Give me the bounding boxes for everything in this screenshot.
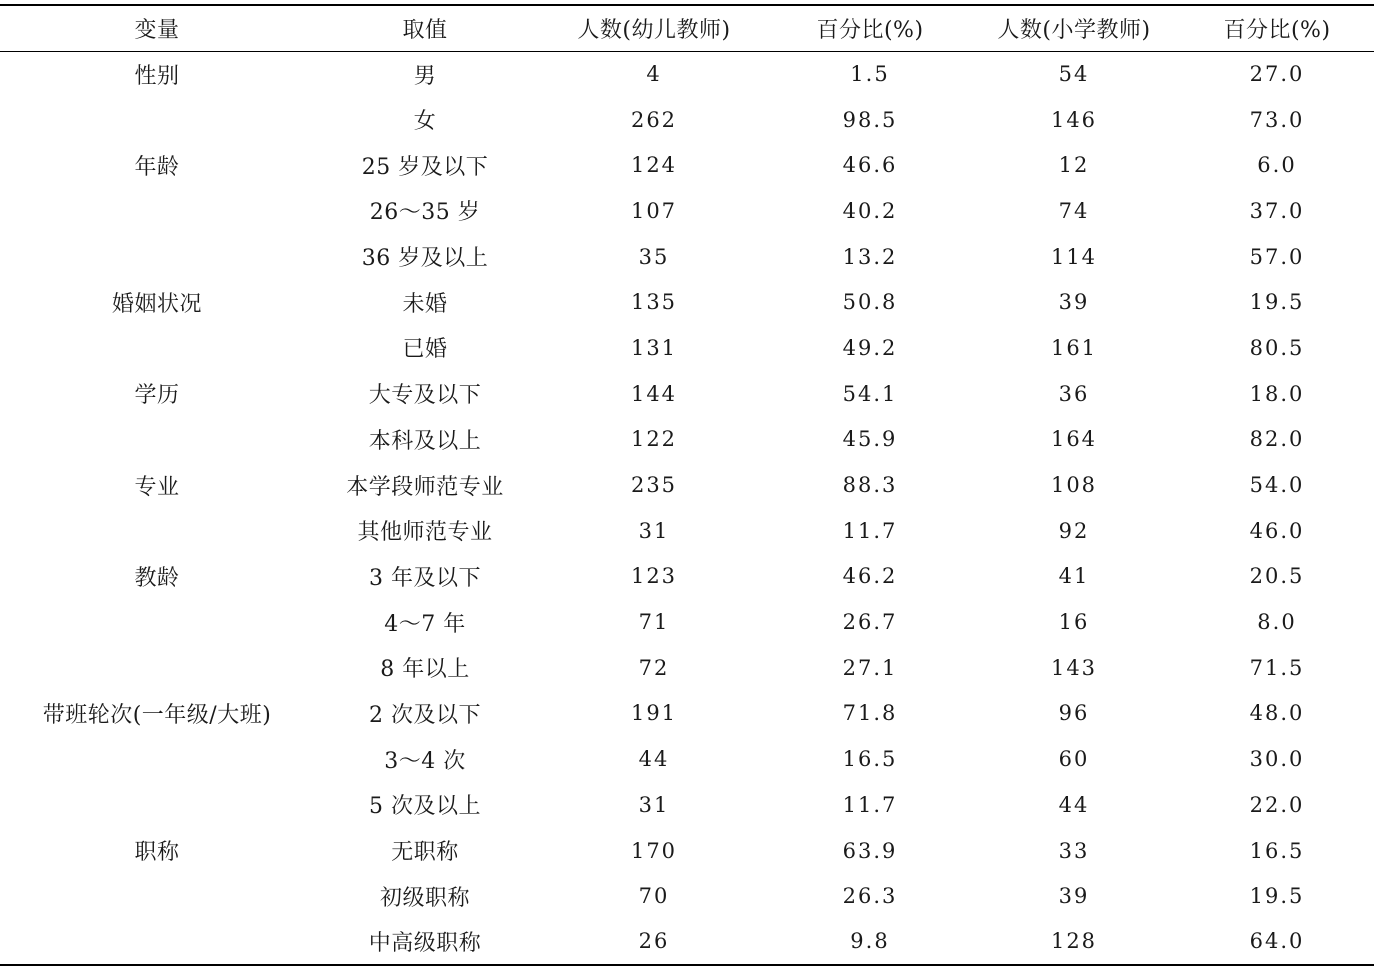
cell-percent-primary: 71.5 bbox=[1249, 655, 1305, 680]
table-header bbox=[0, 5, 1374, 51]
table-row bbox=[0, 325, 1374, 371]
cell-count-primary: 74 bbox=[1058, 198, 1090, 223]
cell-variable bbox=[0, 782, 314, 828]
cell-value: 2 次及以下 bbox=[369, 702, 481, 728]
table-row bbox=[0, 645, 1374, 691]
demographics-table bbox=[0, 4, 1374, 966]
cell-percent-kindergarten: 88.3 bbox=[842, 473, 898, 498]
cell-value: 26～35 岁 bbox=[369, 200, 481, 226]
cell-count-primary: 146 bbox=[1050, 107, 1098, 132]
cell-count-kindergarten: 191 bbox=[630, 701, 678, 726]
cell-value: 3 年及以下 bbox=[369, 565, 481, 591]
cell-percent-primary: 30.0 bbox=[1249, 747, 1305, 772]
header-count-primary: 人数(小学教师) bbox=[997, 17, 1151, 43]
cell-percent-kindergarten: 71.8 bbox=[842, 701, 898, 726]
cell-count-primary: 96 bbox=[1058, 701, 1090, 726]
header-percent-primary: 百分比(%) bbox=[1223, 17, 1331, 43]
table-row bbox=[0, 828, 1374, 874]
cell-value: 已婚 bbox=[402, 337, 448, 363]
cell-value: 中高级职称 bbox=[368, 930, 482, 956]
cell-count-primary: 39 bbox=[1058, 884, 1090, 909]
cell-percent-primary: 19.5 bbox=[1249, 884, 1305, 909]
cell-count-primary: 41 bbox=[1058, 564, 1090, 589]
cell-count-kindergarten: 107 bbox=[630, 198, 678, 223]
table-row bbox=[0, 417, 1374, 463]
cell-percent-kindergarten: 50.8 bbox=[842, 290, 898, 315]
header-percent-kindergarten: 百分比(%) bbox=[816, 17, 924, 43]
cell-count-primary: 92 bbox=[1058, 518, 1090, 543]
cell-count-kindergarten: 4 bbox=[646, 62, 662, 87]
cell-percent-primary: 57.0 bbox=[1249, 244, 1305, 269]
table-body bbox=[0, 51, 1374, 965]
cell-value: 8 年以上 bbox=[380, 657, 470, 683]
table-row bbox=[0, 371, 1374, 417]
cell-count-primary: 108 bbox=[1050, 473, 1098, 498]
table-row bbox=[0, 873, 1374, 919]
cell-percent-primary: 20.5 bbox=[1249, 564, 1305, 589]
cell-value: 未婚 bbox=[402, 291, 448, 317]
cell-percent-kindergarten: 11.7 bbox=[842, 792, 898, 817]
table-row bbox=[0, 462, 1374, 508]
cell-variable bbox=[0, 508, 314, 554]
table-row bbox=[0, 142, 1374, 188]
cell-count-primary: 16 bbox=[1058, 610, 1090, 635]
cell-count-primary: 36 bbox=[1058, 381, 1090, 406]
cell-percent-kindergarten: 46.6 bbox=[842, 153, 898, 178]
table-row bbox=[0, 508, 1374, 554]
header-count-kindergarten: 人数(幼儿教师) bbox=[577, 17, 731, 43]
cell-percent-primary: 19.5 bbox=[1249, 290, 1305, 315]
cell-percent-kindergarten: 46.2 bbox=[842, 564, 898, 589]
table-row bbox=[0, 234, 1374, 280]
cell-count-primary: 44 bbox=[1058, 792, 1090, 817]
cell-value: 男 bbox=[413, 63, 437, 89]
cell-percent-primary: 27.0 bbox=[1249, 62, 1305, 87]
cell-value: 本科及以上 bbox=[368, 428, 482, 454]
cell-count-primary: 33 bbox=[1058, 838, 1090, 863]
cell-count-primary: 114 bbox=[1050, 244, 1098, 269]
cell-percent-kindergarten: 26.7 bbox=[842, 610, 898, 635]
cell-count-kindergarten: 70 bbox=[638, 884, 670, 909]
table-row bbox=[0, 736, 1374, 782]
header-value: 取值 bbox=[402, 17, 448, 43]
cell-count-kindergarten: 235 bbox=[630, 473, 678, 498]
header-variable: 变量 bbox=[134, 17, 180, 43]
cell-percent-kindergarten: 27.1 bbox=[842, 655, 898, 680]
cell-variable: 带班轮次(一年级/大班) bbox=[42, 702, 272, 728]
cell-variable: 性别 bbox=[134, 63, 180, 89]
cell-count-kindergarten: 35 bbox=[638, 244, 670, 269]
cell-percent-kindergarten: 9.8 bbox=[850, 929, 890, 954]
cell-variable bbox=[0, 234, 314, 280]
cell-value: 女 bbox=[413, 109, 437, 135]
cell-percent-kindergarten: 63.9 bbox=[842, 838, 898, 863]
table-row bbox=[0, 919, 1374, 965]
cell-percent-primary: 37.0 bbox=[1249, 198, 1305, 223]
cell-count-kindergarten: 31 bbox=[638, 518, 670, 543]
cell-percent-primary: 73.0 bbox=[1249, 107, 1305, 132]
cell-percent-primary: 8.0 bbox=[1257, 610, 1297, 635]
cell-variable: 教龄 bbox=[134, 565, 180, 591]
cell-percent-primary: 18.0 bbox=[1249, 381, 1305, 406]
cell-value: 36 岁及以上 bbox=[361, 246, 489, 272]
cell-count-kindergarten: 144 bbox=[630, 381, 678, 406]
cell-percent-kindergarten: 40.2 bbox=[842, 198, 898, 223]
cell-variable bbox=[0, 736, 314, 782]
cell-count-kindergarten: 44 bbox=[638, 747, 670, 772]
cell-percent-primary: 80.5 bbox=[1249, 335, 1305, 360]
cell-value: 3～4 次 bbox=[384, 748, 466, 774]
cell-value: 初级职称 bbox=[379, 885, 470, 911]
cell-percent-primary: 6.0 bbox=[1257, 153, 1297, 178]
table-row bbox=[0, 97, 1374, 143]
cell-percent-kindergarten: 26.3 bbox=[842, 884, 898, 909]
cell-variable bbox=[0, 645, 314, 691]
cell-count-kindergarten: 123 bbox=[630, 564, 678, 589]
cell-count-kindergarten: 31 bbox=[638, 792, 670, 817]
cell-percent-primary: 22.0 bbox=[1249, 792, 1305, 817]
cell-value: 大专及以下 bbox=[368, 383, 482, 409]
cell-value: 无职称 bbox=[391, 840, 459, 866]
cell-variable bbox=[0, 873, 314, 919]
cell-percent-kindergarten: 1.5 bbox=[850, 62, 890, 87]
cell-value: 其他师范专业 bbox=[357, 520, 493, 546]
cell-percent-kindergarten: 54.1 bbox=[842, 381, 898, 406]
cell-variable bbox=[0, 97, 314, 143]
table-row bbox=[0, 691, 1374, 737]
cell-percent-primary: 16.5 bbox=[1249, 838, 1305, 863]
cell-percent-kindergarten: 49.2 bbox=[842, 335, 898, 360]
cell-count-kindergarten: 26 bbox=[638, 929, 670, 954]
table-row bbox=[0, 554, 1374, 600]
cell-count-primary: 161 bbox=[1050, 335, 1098, 360]
header-row bbox=[0, 5, 1374, 51]
table-row bbox=[0, 782, 1374, 828]
cell-variable: 专业 bbox=[134, 474, 180, 500]
cell-count-kindergarten: 262 bbox=[630, 107, 678, 132]
cell-percent-kindergarten: 11.7 bbox=[842, 518, 898, 543]
cell-percent-kindergarten: 98.5 bbox=[842, 107, 898, 132]
cell-count-primary: 128 bbox=[1050, 929, 1098, 954]
table-row bbox=[0, 599, 1374, 645]
cell-count-primary: 143 bbox=[1050, 655, 1098, 680]
cell-percent-primary: 54.0 bbox=[1249, 473, 1305, 498]
cell-count-kindergarten: 135 bbox=[630, 290, 678, 315]
cell-percent-kindergarten: 45.9 bbox=[842, 427, 898, 452]
cell-count-kindergarten: 71 bbox=[638, 610, 670, 635]
cell-value: 本学段师范专业 bbox=[346, 474, 504, 500]
cell-count-primary: 54 bbox=[1058, 62, 1090, 87]
cell-count-kindergarten: 122 bbox=[630, 427, 678, 452]
table-row bbox=[0, 188, 1374, 234]
cell-count-primary: 164 bbox=[1050, 427, 1098, 452]
cell-variable bbox=[0, 599, 314, 645]
cell-variable bbox=[0, 417, 314, 463]
cell-count-kindergarten: 124 bbox=[630, 153, 678, 178]
cell-percent-primary: 82.0 bbox=[1249, 427, 1305, 452]
cell-percent-kindergarten: 13.2 bbox=[842, 244, 898, 269]
cell-count-primary: 60 bbox=[1058, 747, 1090, 772]
cell-variable bbox=[0, 188, 314, 234]
cell-variable bbox=[0, 919, 314, 965]
cell-variable: 职称 bbox=[134, 840, 180, 866]
cell-percent-kindergarten: 16.5 bbox=[842, 747, 898, 772]
cell-count-primary: 39 bbox=[1058, 290, 1090, 315]
cell-count-kindergarten: 131 bbox=[630, 335, 678, 360]
table-row bbox=[0, 279, 1374, 325]
cell-variable: 婚姻状况 bbox=[111, 291, 202, 317]
cell-count-kindergarten: 72 bbox=[638, 655, 670, 680]
cell-percent-primary: 48.0 bbox=[1249, 701, 1305, 726]
cell-count-kindergarten: 170 bbox=[630, 838, 678, 863]
cell-percent-primary: 64.0 bbox=[1249, 929, 1305, 954]
cell-variable: 年龄 bbox=[134, 154, 180, 180]
cell-value: 5 次及以上 bbox=[369, 794, 481, 820]
cell-count-primary: 12 bbox=[1058, 153, 1090, 178]
cell-value: 25 岁及以下 bbox=[361, 154, 489, 180]
cell-value: 4～7 年 bbox=[384, 611, 466, 637]
table-row bbox=[0, 51, 1374, 97]
cell-percent-primary: 46.0 bbox=[1249, 518, 1305, 543]
cell-variable bbox=[0, 325, 314, 371]
cell-variable: 学历 bbox=[134, 383, 180, 409]
